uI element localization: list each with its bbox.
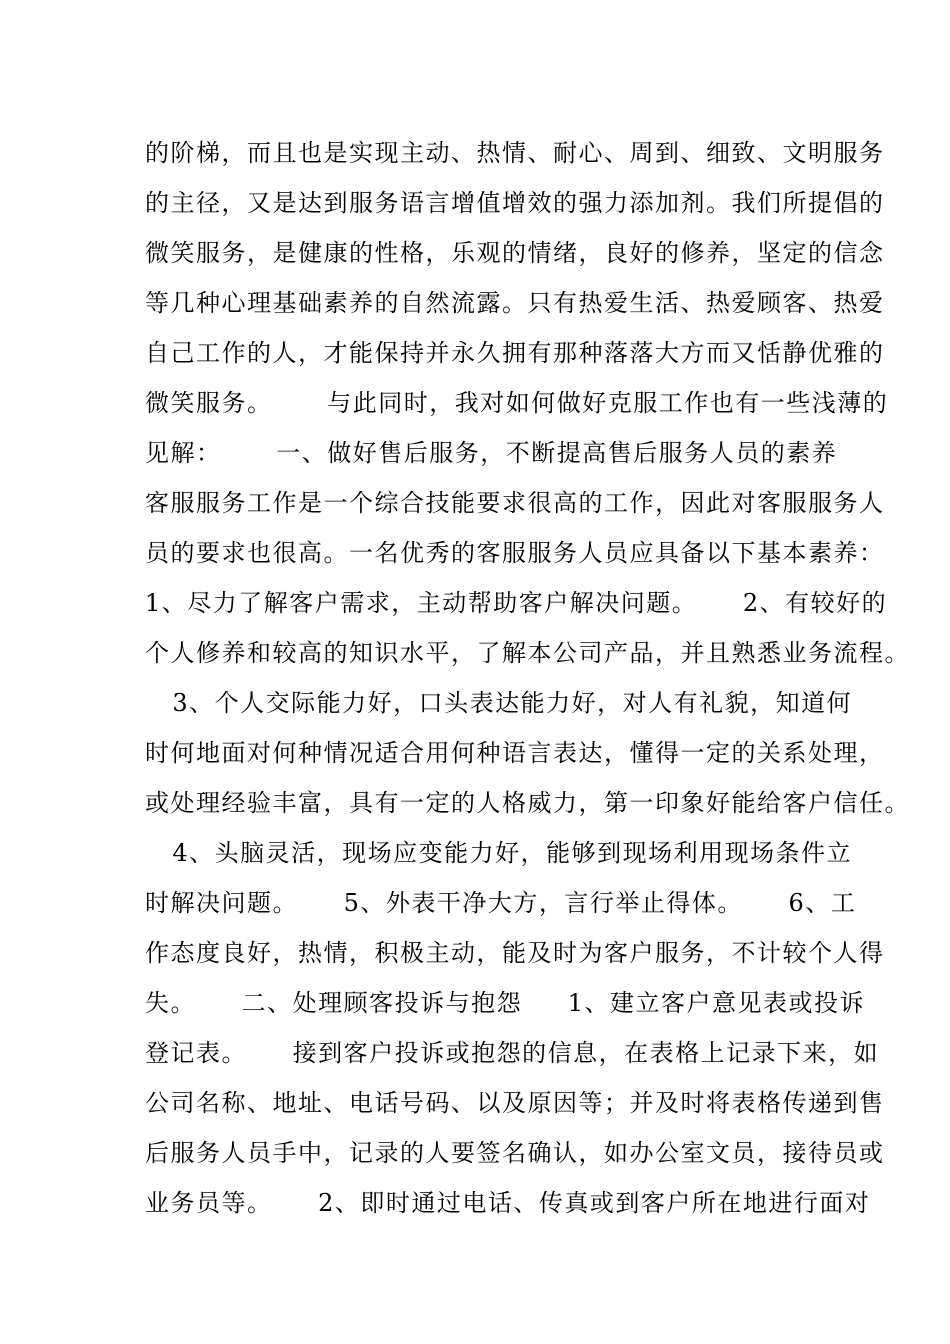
text-line: 时解决问题。 5、外表干净大方，言行举止得体。 6、工 bbox=[145, 889, 857, 917]
text-line: 等几种心理基础素养的自然流露。只有热爱生活、热爱顾客、热爱 bbox=[145, 289, 885, 317]
text-line: 后服务人员手中，记录的人要签名确认，如办公室文员，接待员或 bbox=[145, 1139, 885, 1167]
text-line: 1、尽力了解客户需求，主动帮助客户解决问题。 2、有较好的 bbox=[145, 589, 888, 617]
text-line: 客服服务工作是一个综合技能要求很高的工作，因此对客服服务人 bbox=[145, 489, 885, 517]
text-line: 登记表。 接到客户投诉或抱怨的信息，在表格上记录下来，如 bbox=[145, 1039, 880, 1067]
text-line: 的阶梯，而且也是实现主动、热情、耐心、周到、细致、文明服务 bbox=[145, 139, 885, 167]
text-line: 失。 二、处理顾客投诉与抱怨 1、建立客户意见表或投诉 bbox=[145, 989, 866, 1017]
text-line: 公司名称、地址、电话号码、以及原因等；并及时将表格传递到售 bbox=[145, 1089, 885, 1117]
text-line: 时何地面对何种情况适合用何种语言表达，懂得一定的关系处理， bbox=[145, 739, 885, 767]
text-line: 的主径，又是达到服务语言增值增效的强力添加剂。我们所提倡的 bbox=[145, 189, 885, 217]
text-line: 自己工作的人，才能保持并永久拥有那种落落大方而又恬静优雅的 bbox=[145, 339, 885, 367]
text-line: 4、头脑灵活，现场应变能力好，能够到现场利用现场条件立 bbox=[145, 839, 853, 867]
text-line: 或处理经验丰富，具有一定的人格威力，第一印象好能给客户信任。 bbox=[145, 789, 910, 817]
text-line: 3、个人交际能力好，口头表达能力好，对人有礼貌，知道何 bbox=[145, 689, 853, 717]
body-text bbox=[145, 128, 910, 1228]
text-line: 个人修养和较高的知识水平，了解本公司产品，并且熟悉业务流程。 bbox=[145, 639, 910, 667]
text-line: 微笑服务。 与此同时，我对如何做好克服工作也有一些浅薄的 bbox=[145, 389, 889, 417]
text-line: 业务员等。 2、即时通过电话、传真或到客户所在地进行面对 bbox=[145, 1189, 871, 1217]
text-line: 员的要求也很高。一名优秀的客服服务人员应具备以下基本素养： bbox=[145, 539, 885, 567]
text-line: 作态度良好，热情，积极主动，能及时为客户服务，不计较个人得 bbox=[145, 939, 885, 967]
text-line: 见解： 一、做好售后服务，不断提高售后服务人员的素养 bbox=[145, 439, 838, 467]
text-line: 微笑服务，是健康的性格，乐观的情绪，良好的修养，坚定的信念 bbox=[145, 239, 885, 267]
